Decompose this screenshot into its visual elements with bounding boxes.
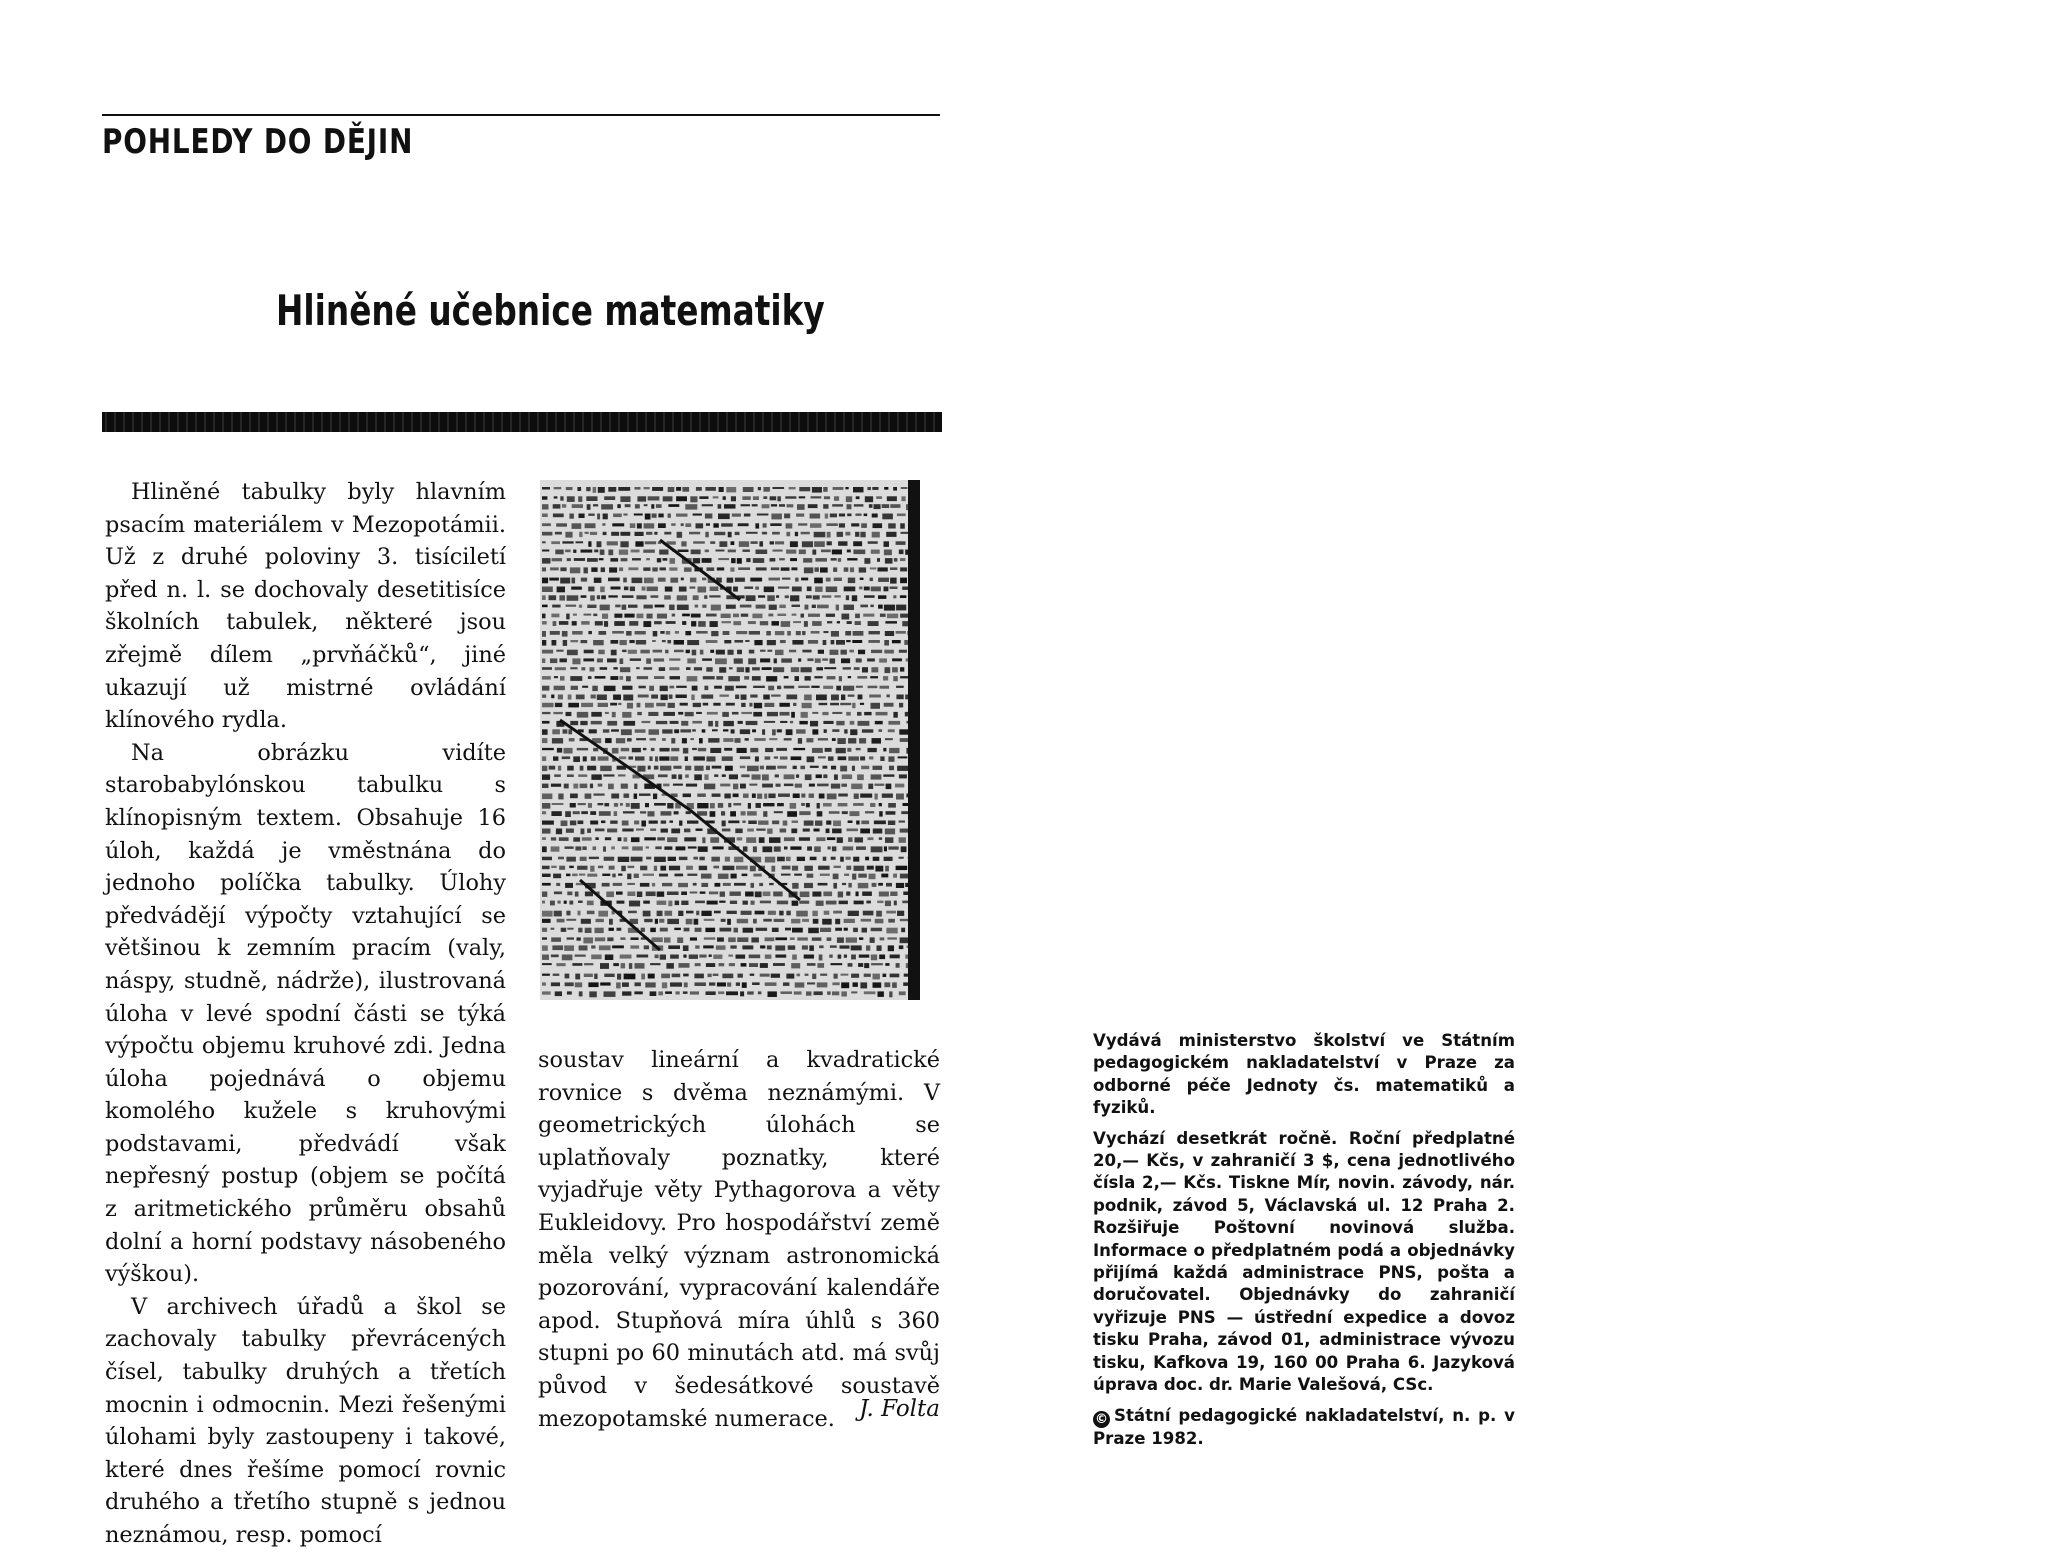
- article-title: Hliněné učebnice matematiky: [276, 286, 825, 335]
- imprint-publisher: Vydává ministerstvo školství ve Státním pedagogickém nakladatelství v Praze za odborné péče Jednoty čs. matematiků a fyziků.: [1093, 1031, 1515, 1118]
- clay-tablet-icon: [540, 480, 920, 1000]
- paragraph: Hliněné tabulky byly hlavním psacím materiálem v Mezopotámii. Už z druhé poloviny 3. tisíciletí před n. l. se dochovaly desetitisíce školních tabulek, některé jsou zřejmě dílem „prvňáčků“, jiné ukazují už mistrné ovládání klínového rydla.: [105, 479, 506, 734]
- paragraph: V archivech úřadů a škol se zachovaly tabulky převrácených čísel, tabulky druhých a třetích mocnin i odmocnin. Mezi řešenými úlohami byly zastoupeny i takové, které dnes řešíme pomocí rovnic druhého a třetího stupně s jednou neznámou, resp. pomocí: [105, 1293, 506, 1548]
- copyright-icon: ©: [1095, 1411, 1108, 1427]
- article-column-1: [105, 476, 506, 1552]
- section-header: POHLEDY DO DĚJIN: [102, 122, 414, 162]
- top-rule: [102, 114, 940, 116]
- title-divider: [102, 412, 942, 432]
- imprint-subscription: Vychází desetkrát ročně. Roční předplatné 20,— Kčs, v zahraničí 3 $, cena jednotlivého čísla 2,— Kčs. Tiskne Mír, novin. závody, nár. podnik, závod 5, Václavská ul. 12 Praha 2. Rozšiřuje Poštovní novinová služba. Informace o předplatném podá a objednávky přijímá každá administrace PNS, pošta a doručovatel. Objednávky do zahraničí vyřizuje PNS — ústřední expedice a dovoz tisku Praha, závod 01, administrace vývozu tisku, Kafkova 19, 160 00 Praha 6. Jazyková úprava doc. dr. Marie Valešová, CSc.: [1093, 1128, 1515, 1395]
- paragraph: soustav lineární a kvadratické rovnice s dvěma neznámými. V geometrických úlohách se uplatňovaly poznatky, které vyjadřuje věty Pythagorova a věty Eukleidovy. Pro hospodářství země měla velký význam astronomická pozorování, vypracování kalendáře apod. Stupňová míra úhlů s 360 stupni po 60 minutách atd. má svůj původ v šedesátkové soustavě mezopotamské numerace.: [538, 1047, 940, 1432]
- paragraph: Na obrázku vidíte starobabylónskou tabulku s klínopisným textem. Obsahuje 16 úloh, každá je vměstnána do jednoho políčka tabulky. Úlohy předvádějí výpočty vztahující se většinou k zemním pracím (valy, náspy, studně, nádrže), ilustrovaná úloha v levé spodní části se týká výpočtu objemu kruhové zdi. Jedna úloha pojednává o objemu komolého kužele s kruhovými podstavami, předvádí však nepřesný postup (objem se počítá z aritmetického průměru obsahů dolní a horní podstavy násobeného výškou).: [105, 739, 506, 1288]
- publisher-imprint: [1093, 1030, 1515, 1458]
- author-signature: J. Folta: [859, 1396, 940, 1422]
- article-column-2: [538, 1044, 940, 1435]
- clay-tablet-image: [540, 480, 920, 1000]
- imprint-copyright: © Státní pedagogické nakladatelství, n. p. v Praze 1982.: [1093, 1405, 1515, 1448]
